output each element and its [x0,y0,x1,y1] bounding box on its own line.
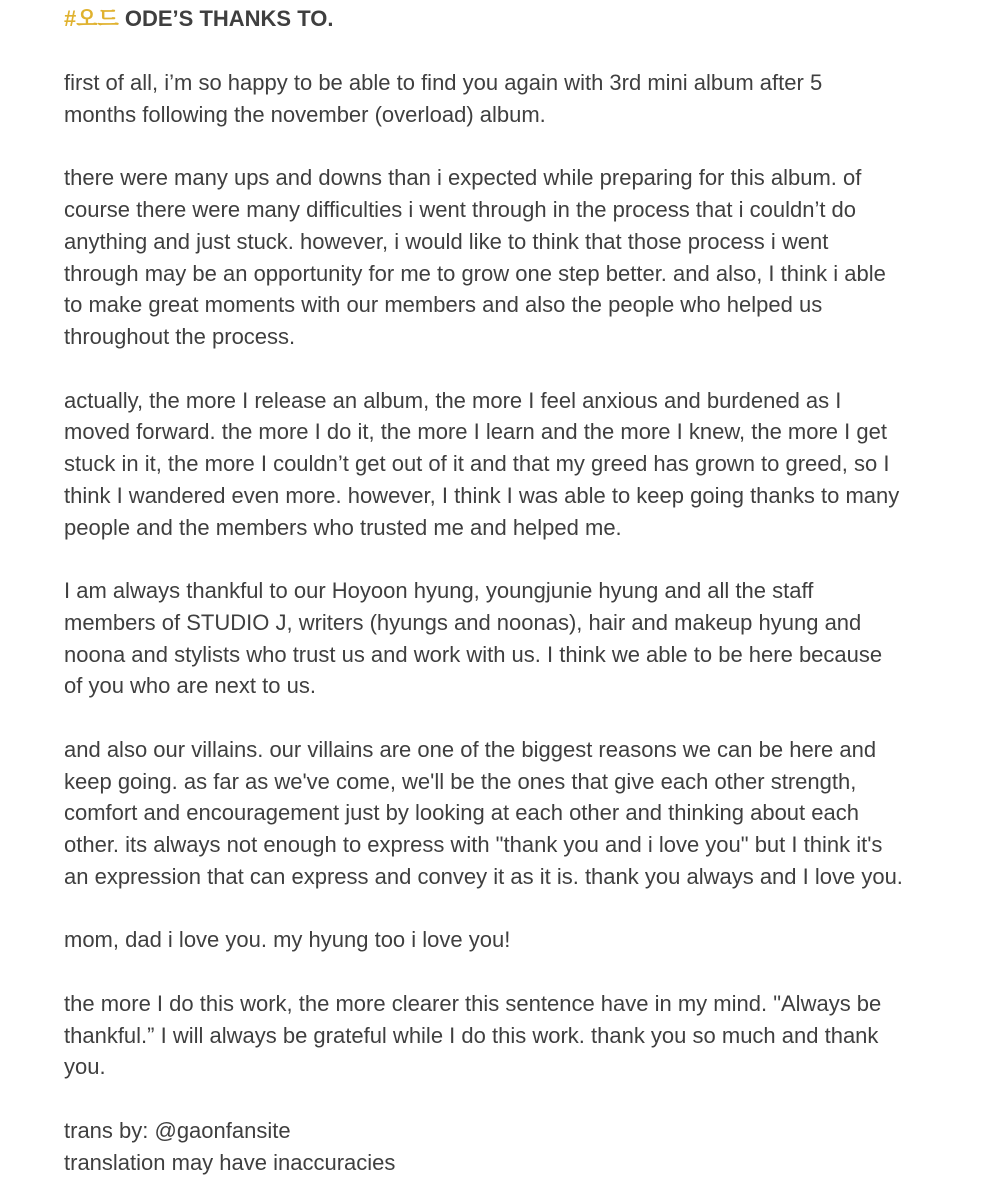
text-line: moved forward. the more I do it, the more I learn and the more I knew, the more I get [64,419,887,445]
text-line: translation may have inaccuracies [64,1149,396,1175]
text-line: noona and stylists who trust us and work with us. I think we able to be here because [64,641,883,667]
text-line: to make great moments with our members and also the people who helped us [64,292,823,318]
text-line: and also our villains. our villains are one of the biggest reasons we can be here and [64,736,877,762]
text-line: members of STUDIO J, writers (hyungs and noonas), hair and makeup hyung and [64,609,862,635]
paragraph-list [64,67,934,1178]
paragraph [64,162,934,353]
text-line: an expression that can express and convey it as it is. thank you always and I love you. [64,863,903,889]
paragraph [64,734,934,893]
text-line: the more I do this work, the more clearer this sentence have in my mind. "Always be [64,990,882,1016]
text-line: other. its always not enough to express with "thank you and i love you" but I think it's [64,832,883,857]
text-line: comfort and encouragement just by looking at each other and thinking about each [64,800,859,826]
text-line: of you who are next to us. [64,673,316,699]
paragraph [64,1115,934,1179]
text-line: throughout the process. [64,324,296,349]
note-title [64,3,934,35]
paragraph [64,924,934,956]
title-text: ODE’S THANKS TO. [124,6,334,31]
text-line: anything and just stuck. however, i would like to think that those process i went [64,228,829,254]
text-line: there were many ups and downs than i expected while preparing for this album. of [64,165,862,191]
text-line: trans by: @gaonfansite [64,1117,291,1143]
paragraph [64,385,934,544]
text-line: course there were many difficulties i went through in the process that i couldn’t do [64,197,857,222]
text-line: thankful.” I will always be grateful while I do this work. thank you so much and thank [64,1022,879,1048]
text-line: I am always thankful to our Hoyoon hyung, youngjunie hyung and all the staff [64,578,814,603]
paragraph [64,575,934,702]
text-line: actually, the more I release an album, the more I feel anxious and burdened as I [64,387,842,413]
paragraph [64,988,934,1083]
paragraph [64,67,934,131]
text-line: people and the members who trusted me and helped me. [64,514,622,540]
text-line: stuck in it, the more I couldn’t get out of it and that my greed has grown to greed, so I [64,451,890,476]
text-line: you. [64,1054,106,1080]
text-line: think I wandered even more. however, I think I was able to keep going thanks to many [64,482,900,508]
text-line: through may be an opportunity for me to grow one step better. and also, I think i able [64,260,886,286]
note-body [64,3,934,1178]
hashtag[interactable]: #오드 [64,6,119,31]
text-line: mom, dad i love you. my hyung too i love you! [64,927,511,953]
text-line: keep going. as far as we've come, we'll be the ones that give each other strength, [64,768,857,794]
text-line: months following the november (overload) album. [64,101,546,127]
text-line: first of all, i’m so happy to be able to find you again with 3rd mini album after 5 [64,70,823,95]
